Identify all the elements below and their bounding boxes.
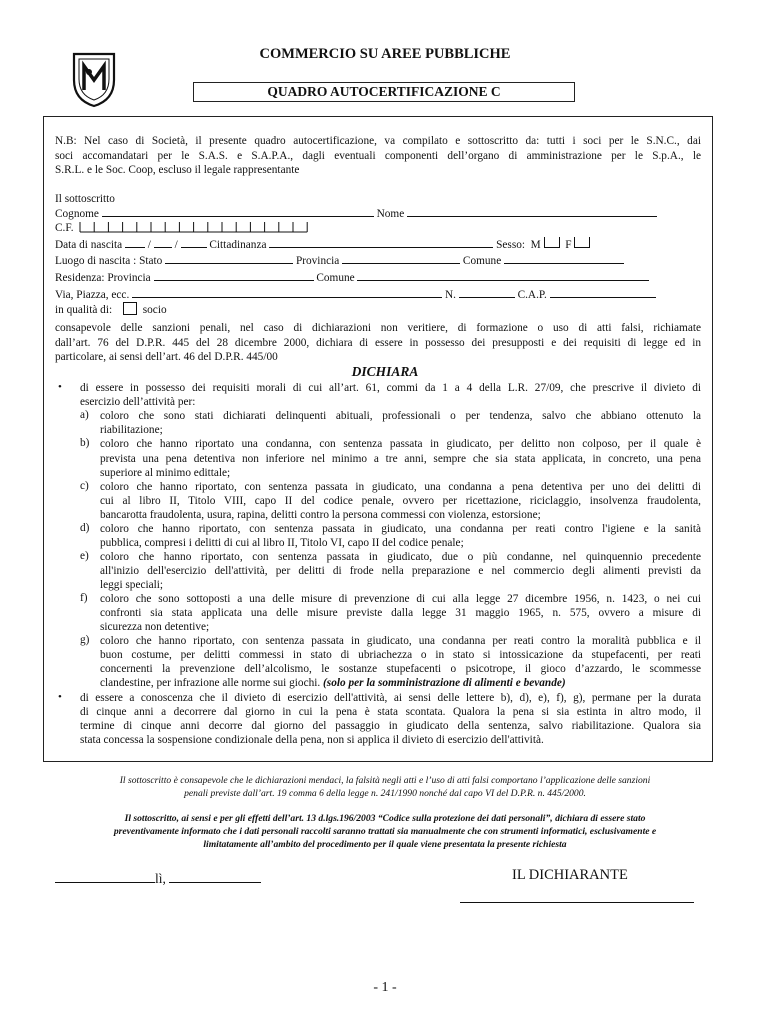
item-c-label: c) <box>80 480 89 492</box>
sex-f-checkbox[interactable] <box>574 237 590 248</box>
bullet-icon: • <box>58 381 62 393</box>
residenza-comune-field[interactable] <box>357 270 649 281</box>
luogo-nascita-label: Luogo di nascita : Stato <box>55 255 163 267</box>
item-g-line-2: buon costume, per delitti commessi in stato di ubriachezza o in stato si intossicazione da stupefacenti, per reati <box>100 649 701 661</box>
birth-comune-label: Comune <box>462 255 502 267</box>
bullet1-line-2: esercizio dell’attività per: <box>80 396 196 408</box>
cf-field[interactable] <box>76 221 316 233</box>
consapevole-line-3: particolare, ai sensi dell’art. 46 del D.P.R. 445/00 <box>55 351 278 363</box>
birth-comune-field[interactable] <box>504 253 624 264</box>
nb-line-3: S.R.L. e le Soc. Coop, escluso il legale rappresentante <box>55 164 300 176</box>
bullet2-line-3: termine di cinque anni decorre dal giorno del passaggio in giudicato della sentenza, salvo riabilitazione. Qualora sia <box>80 720 701 732</box>
item-e-line-2: all'inizio dell'esercizio dell'attività, per delitti di frode nella preparazione e nel commercio degli alimenti previsti da <box>100 565 701 577</box>
false-declaration-note-line-1: Il sottoscritto è consapevole che le dichiarazioni mendaci, la falsità negli atti e l’uso di atti falsi comportano l’applicazione delle sanzioni <box>119 775 651 786</box>
item-b-line-1: coloro che hanno riportato una condanna, con sentenza passata in giudicato, per delitto non colposo, per il quale è <box>100 438 701 450</box>
cittadinanza-label: Cittadinanza <box>209 239 267 251</box>
via-field[interactable] <box>132 287 442 298</box>
item-f-label: f) <box>80 592 88 604</box>
cognome-label: Cognome <box>55 208 99 220</box>
item-c-line-3: bancarotta fraudolenta, usura, rapina, delitti contro la persona commessi con violenza, estorsione; <box>100 509 541 521</box>
consapevole-line-2: dall’art. 76 del D.P.R. 445 del 28 dicembre 2000, dichiara di essere in possesso dei presupposti e dei requisiti di legge ed in <box>55 337 701 349</box>
birth-year-field[interactable] <box>181 237 207 248</box>
item-a-label: a) <box>80 409 89 421</box>
sesso-label: Sesso: <box>496 239 526 251</box>
cap-field[interactable] <box>550 287 656 298</box>
nome-label: Nome <box>376 208 405 220</box>
signature-field[interactable] <box>460 902 694 903</box>
date-field[interactable] <box>169 870 261 883</box>
privacy-note-line-1: Il sottoscritto, ai sensi e per gli effetti dell’art. 13 d.lgs.196/2003 “Codice sulla protezione dei dati personali”, dichiara di essere stato <box>124 813 646 824</box>
item-g-line-1: coloro che hanno riportato, con sentenza passata in giudicato, una condanna per reati contro la moralità pubblica e il <box>100 635 701 647</box>
item-d-label: d) <box>80 522 90 534</box>
civic-number-label: N. <box>444 289 456 301</box>
birth-day-field[interactable] <box>125 237 145 248</box>
sex-m-label: M <box>530 239 541 251</box>
item-a-line-2: riabilitazione; <box>100 424 163 436</box>
item-f-line-3: sicurezza non detentive; <box>100 621 210 633</box>
residenza-comune-label: Comune <box>316 272 355 284</box>
bullet1-line-1: di essere in possesso dei requisiti morali di cui all’art. 61, commi da 1 a 4 della L.R. 27/09, che prescrive il divieto di <box>80 382 701 394</box>
birth-state-field[interactable] <box>165 253 293 264</box>
item-b-line-3: superiore al minimo edittale; <box>100 467 231 479</box>
item-d-line-1: coloro che hanno riportato, con sentenza passata in giudicato, una condanna per reati contro l'igiene e la sanità <box>100 523 701 535</box>
bullet2-line-1: di essere a conoscenza che il divieto di esercizio dell'attività, ai sensi delle lettere b), d), e), f), g), permane per la durata <box>80 692 701 704</box>
cognome-field[interactable] <box>102 206 374 217</box>
item-g-line-3: concernenti la prevenzione dell’alcolismo, le sostanze stupefacenti o psicotrope, il gioco d’azzardo, le scommesse <box>100 663 701 675</box>
item-b-label: b) <box>80 437 90 449</box>
sex-f-label: F <box>565 239 572 251</box>
sottoscritto-label: Il sottoscritto <box>55 193 115 205</box>
birth-provincia-label: Provincia <box>295 255 340 267</box>
item-c-line-2: cui al libro II, Titolo VIII, capo II del codice penale, ovvero per ricettazione, riciclaggio, insolvenza fraudolenta, <box>100 495 701 507</box>
nb-line-1: N.B: Nel caso di Società, il presente quadro autocertificazione, va compilato e sottoscritto da: tutti i soci per le S.N.C., dai <box>55 135 701 147</box>
dichiara-heading: DICHIARA <box>351 364 419 379</box>
li-label: lì, <box>155 871 166 886</box>
bullet2-line-4: stata concessa la sospensione condizionale della pena, non si applica il divieto di esercizio dell'attività. <box>80 734 544 746</box>
item-c-line-1: coloro che hanno riportato, con sentenza passata in giudicato, una condanna a pena detentiva per uno dei delitti di <box>100 481 701 493</box>
item-e-label: e) <box>80 550 89 562</box>
page-title: COMMERCIO SU AREE PUBBLICHE <box>259 46 511 62</box>
nome-field[interactable] <box>407 206 657 217</box>
birthdate-label: Data di nascita <box>55 239 123 251</box>
date-separator: / <box>174 239 178 251</box>
socio-label: socio <box>142 304 167 316</box>
date-separator: / <box>147 239 151 251</box>
residenza-provincia-field[interactable] <box>154 270 314 281</box>
birth-month-field[interactable] <box>154 237 172 248</box>
item-d-line-2: pubblica, compresi i delitti di cui al libro II, Titolo VI, capo II del codice penale; <box>100 537 464 549</box>
form-subtitle: QUADRO AUTOCERTIFICAZIONE C <box>193 82 575 102</box>
item-g-label: g) <box>80 634 90 646</box>
privacy-note-line-2: preventivamente informato che i dati personali raccolti saranno trattati sia manualmente che con strumenti informatici, esclusivamente e <box>113 826 657 837</box>
regional-emblem-icon <box>70 50 118 108</box>
socio-checkbox[interactable] <box>123 302 137 315</box>
sex-m-checkbox[interactable] <box>544 237 560 248</box>
item-f-line-1: coloro che sono sottoposti a una delle misure di prevenzione di cui alla legge 27 dicembre 1956, n. 1423, o nei cui <box>100 593 701 605</box>
bullet2-line-2: di cinque anni a decorrere dal giorno in cui la pena è stata scontata. Qualora la pena si sia estinta in altro modo, il <box>80 706 701 718</box>
consapevole-line-1: consapevole delle sanzioni penali, nel caso di dichiarazioni non veritiere, di formazione o uso di atti falsi, richiamate <box>55 322 701 334</box>
cap-label: C.A.P. <box>517 289 547 301</box>
via-label: Via, Piazza, ecc. <box>55 289 130 301</box>
birth-provincia-field[interactable] <box>342 253 460 264</box>
false-declaration-note-line-2: penali previste dall’art. 19 comma 6 della legge n. 241/1990 nonché dal capo VI del D.P.R. n. 445/2000. <box>184 788 586 799</box>
qualita-label: in qualità di: <box>55 304 113 316</box>
item-a-line-1: coloro che sono stati dichiarati delinquenti abituali, professionali o per tendenza, salvo che abbiano ottenuto la <box>100 410 701 422</box>
item-b-line-2: prevista una pena detentiva non inferiore nel minimo a tre anni, sempre che sia stata applicata, in concreto, una pena <box>100 453 701 465</box>
page-number: - 1 - <box>373 980 397 995</box>
nb-line-2: soci accomandatari per le S.A.S. e S.A.P.A., dagli eventuali componenti dell’organo di amministrazione per le S.p.A., le <box>55 150 701 162</box>
privacy-note-line-3: limitatamente all’ambito del procedimento per il quale viene presentata la presente richiesta <box>203 839 567 850</box>
cf-label: C.F. <box>55 222 74 234</box>
item-e-line-3: leggi speciali; <box>100 579 164 591</box>
item-e-line-1: coloro che hanno riportato, con sentenza passata in giudicato, due o più condanne, nel quinquennio precedente <box>100 551 701 563</box>
residenza-label: Residenza: Provincia <box>55 272 151 284</box>
cittadinanza-field[interactable] <box>269 237 493 248</box>
item-f-line-2: confronti sia stata applicata una delle misure previste dalla legge 31 maggio 1965, n. 575, ovvero a misure di <box>100 607 701 619</box>
place-field[interactable] <box>55 870 155 883</box>
item-g-note: (solo per la somministrazione di alimenti e bevande) <box>323 677 566 689</box>
item-g-line-4: clandestine, per infrazione alle norme sui giochi. <box>100 677 321 689</box>
bullet-icon: • <box>58 691 62 703</box>
dichiarante-label: IL DICHIARANTE <box>512 867 628 883</box>
civic-number-field[interactable] <box>459 287 515 298</box>
